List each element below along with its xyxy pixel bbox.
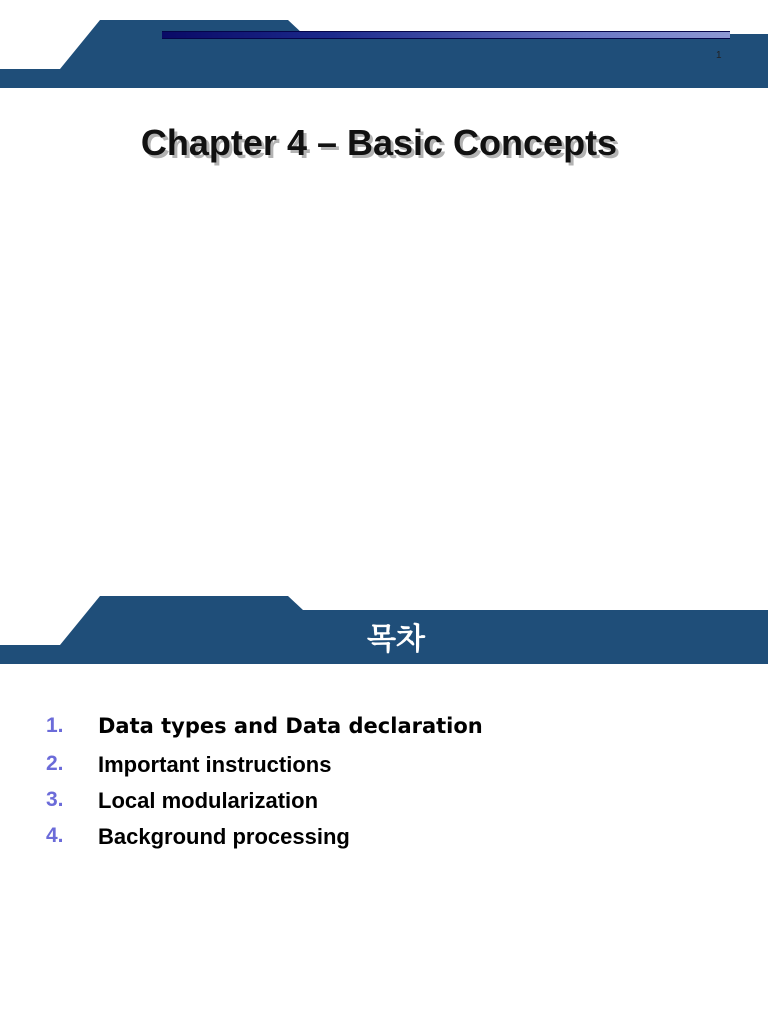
slide-title: 목차 xyxy=(367,622,425,657)
header-banner xyxy=(0,0,768,100)
toc-item-label: Background processing xyxy=(98,824,350,849)
toc-item-number: 4. xyxy=(46,824,64,847)
toc-item-number: 2. xyxy=(46,752,64,775)
toc-item-label: Local modularization xyxy=(98,788,319,813)
toc-item xyxy=(0,752,768,784)
toc-item-label: Data types and Data declaration xyxy=(98,714,483,738)
toc-item-number: 3. xyxy=(46,788,64,811)
slide-title: Chapter 4 – Basic Concepts xyxy=(140,122,618,163)
footer-rule xyxy=(162,31,730,39)
page-number: 1 xyxy=(716,50,722,61)
toc-item xyxy=(0,788,768,820)
slide-2 xyxy=(0,512,768,1024)
toc-item xyxy=(0,824,768,856)
toc-item-number: 1. xyxy=(46,714,64,737)
toc-item xyxy=(0,714,768,746)
toc-item-label: Important instructions xyxy=(98,752,332,777)
